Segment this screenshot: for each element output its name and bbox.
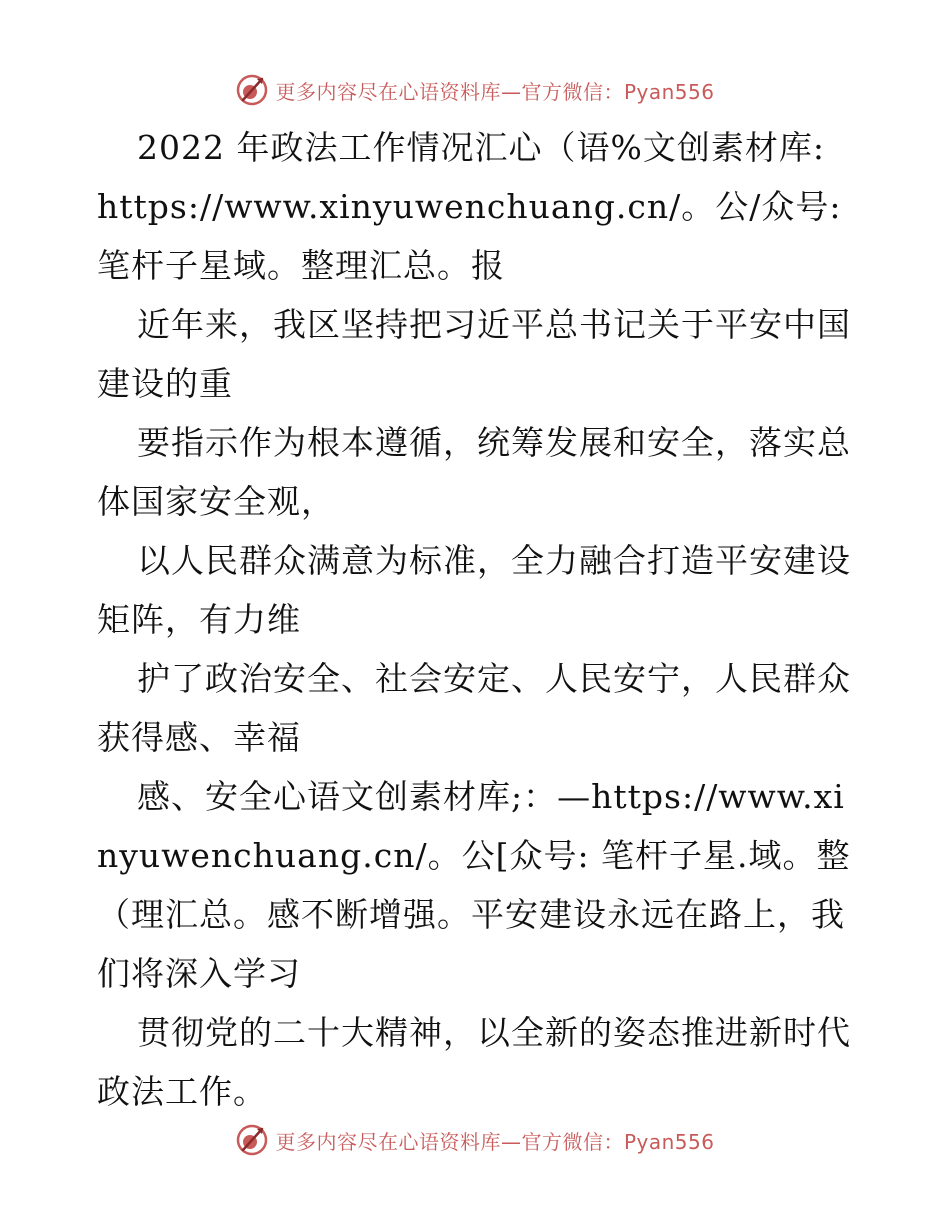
paragraph-6: 感、安全心语文创素材库;：—https://www.xinyuwenchuang.cn/。公[众号: 笔杆子星.域。整（理汇总。感不断增强。平安建设永远在路上，我们将深入学习 xyxy=(97,777,851,993)
header-banner-text: 更多内容尽在心语资料库—官方微信：Pyan556 xyxy=(275,79,715,104)
document-body xyxy=(97,118,857,1121)
paragraph-4: 以人民群众满意为标准，全力融合打造平安建设矩阵，有力维 xyxy=(97,541,851,639)
header-banner xyxy=(0,70,950,110)
paragraph-7: 贯彻党的二十大精神，以全新的姿态推进新时代政法工作。 xyxy=(97,1013,851,1111)
paragraph-3: 要指示作为根本遵循，统筹发展和安全，落实总体国家安全观， xyxy=(97,423,851,521)
paragraph-1: 2022 年政法工作情况汇心（语%文创素材库: https://www.xinyuwenchuang.cn/。公/众号: 笔杆子星域。整理汇总。报 xyxy=(97,128,842,285)
quill-seal-icon xyxy=(235,73,269,107)
quill-seal-icon xyxy=(235,1123,269,1157)
footer-banner-text: 更多内容尽在心语资料库—官方微信：Pyan556 xyxy=(275,1129,715,1154)
paragraph-2: 近年来，我区坚持把习近平总书记关于平安中国建设的重 xyxy=(97,305,851,403)
footer-banner xyxy=(0,1120,950,1160)
paragraph-5: 护了政治安全、社会安定、人民安宁，人民群众获得感、幸福 xyxy=(97,659,851,757)
